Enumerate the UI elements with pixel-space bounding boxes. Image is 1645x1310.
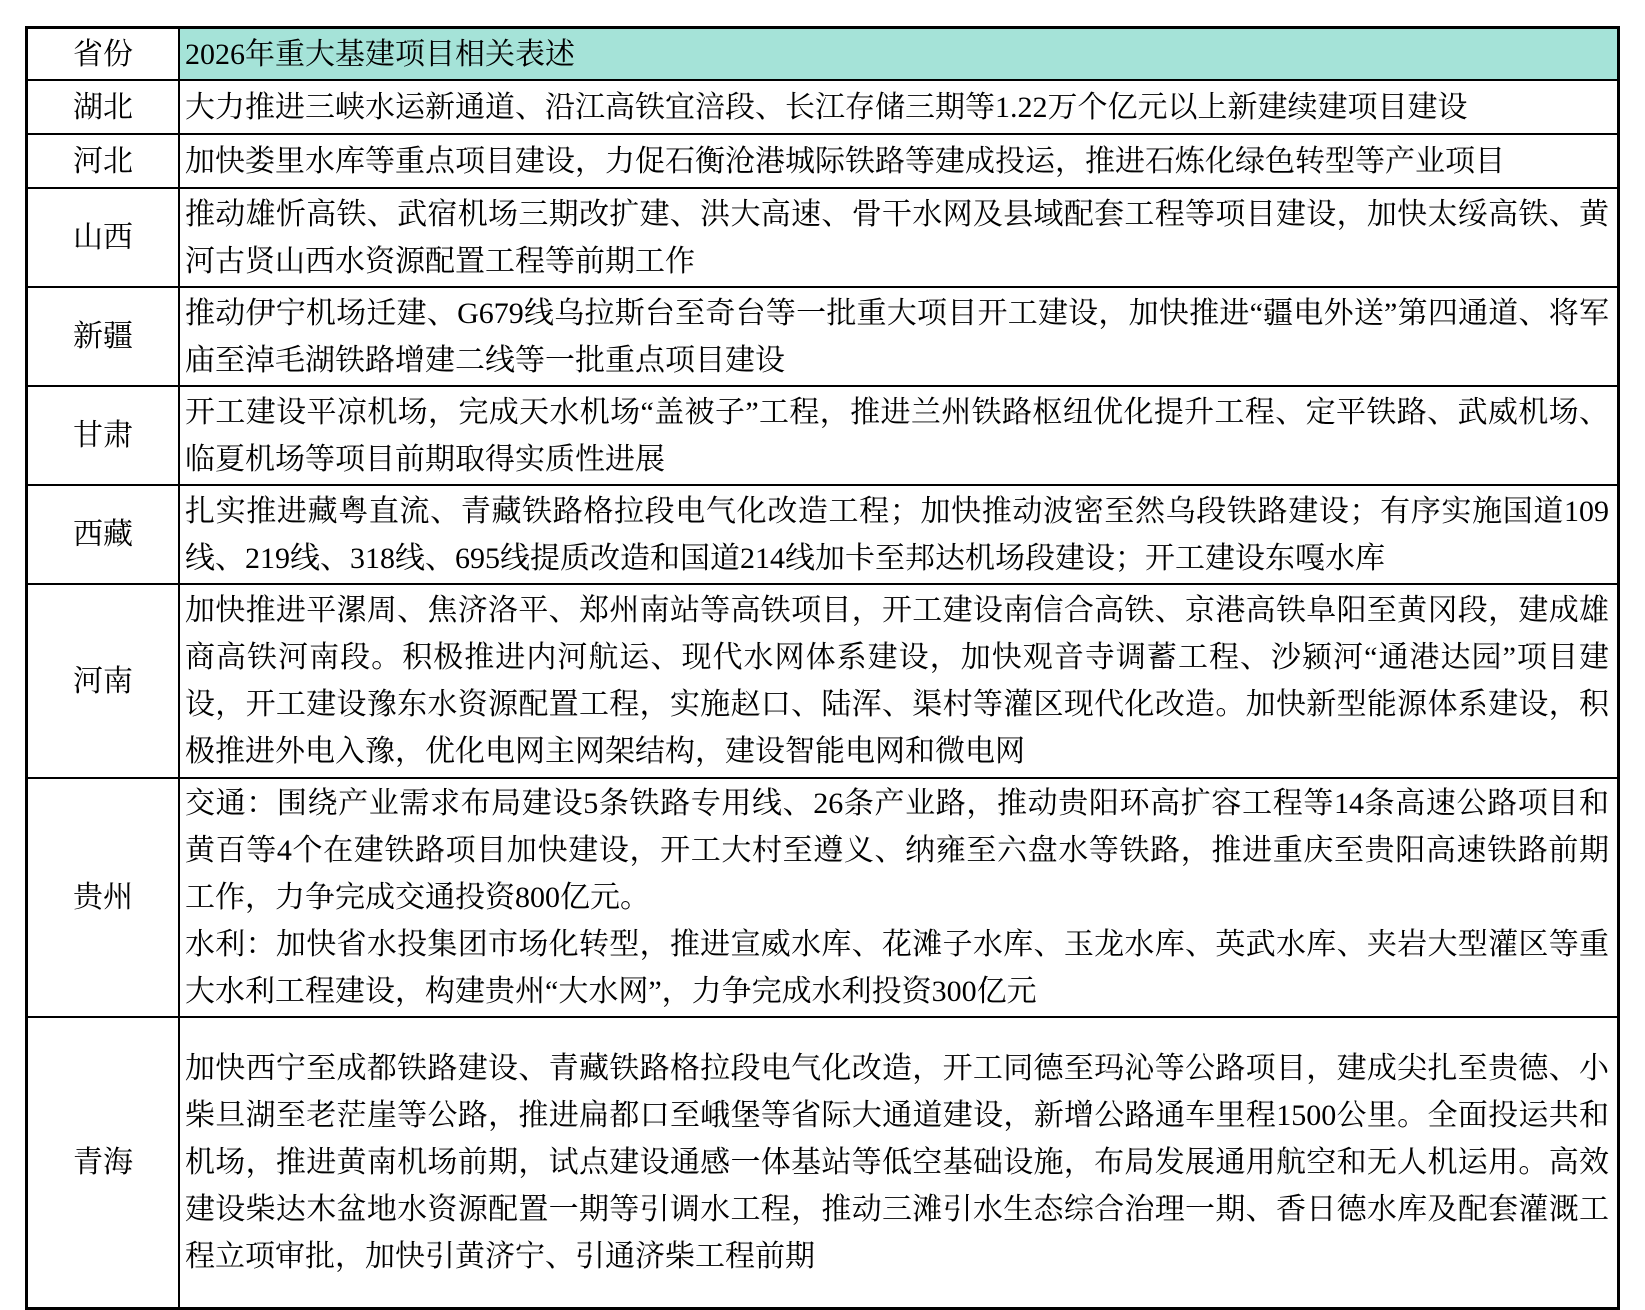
province-cell: 湖北: [27, 80, 180, 134]
province-cell: 河北: [27, 134, 180, 188]
description-cell: [179, 1017, 1619, 1309]
description-cell: [179, 80, 1619, 134]
description-cell: [179, 386, 1619, 485]
table-row: [27, 485, 1619, 584]
table-header-row: [27, 28, 1619, 81]
province-cell: 甘肃: [27, 386, 180, 485]
table-row: [27, 287, 1619, 386]
province-cell: 西藏: [27, 485, 180, 584]
province-cell: 青海: [27, 1017, 180, 1309]
header-description: 2026年重大基建项目相关表述: [179, 28, 1619, 81]
description-paragraph: 推动雄忻高铁、武宿机场三期改扩建、洪大高速、骨干水网及县域配套工程等项目建设，加快太绥高铁、黄河古贤山西水资源配置工程等前期工作: [185, 197, 1609, 278]
description-paragraph: 加快推进平漯周、焦济洛平、郑州南站等高铁项目，开工建设南信合高铁、京港高铁阜阳至黄冈段，建成雄商高铁河南段。积极推进内河航运、现代水网体系建设，加快观音寺调蓄工程、沙颍河“通港达园”项目建设，开工建设豫东水资源配置工程，实施赵口、陆浑、渠村等灌区现代化改造。加快新型能源体系建设，积极推进外电入豫，优化电网主网架结构，建设智能电网和微电网: [185, 594, 1609, 768]
table-row: [27, 134, 1619, 188]
description-paragraph-water: 水利：加快省水投集团市场化转型，推进宣威水库、花滩子水库、玉龙水库、英武水库、夹岩大型灌区等重大水利工程建设，构建贵州“大水网”，力争完成水利投资300亿元: [185, 928, 1609, 1008]
table-row: [27, 778, 1619, 1017]
province-cell: 贵州: [27, 778, 180, 1017]
description-cell: [179, 778, 1619, 1017]
description-cell: [179, 134, 1619, 188]
infrastructure-projects-table: [25, 26, 1620, 1310]
table-row: [27, 80, 1619, 134]
header-province: 省份: [27, 28, 180, 81]
description-cell: [179, 188, 1619, 287]
table-row: [27, 386, 1619, 485]
table-row: [27, 188, 1619, 287]
province-cell: 新疆: [27, 287, 180, 386]
description-paragraph: 加快娄里水库等重点项目建设，力促石衡沧港城际铁路等建成投运，推进石炼化绿色转型等产业项目: [185, 144, 1505, 178]
description-paragraph: 大力推进三峡水运新通道、沿江高铁宜涪段、长江存储三期等1.22万个亿元以上新建续建项目建设: [185, 90, 1468, 124]
description-cell: [179, 287, 1619, 386]
province-cell: 山西: [27, 188, 180, 287]
description-paragraph: 扎实推进藏粤直流、青藏铁路格拉段电气化改造工程；加快推动波密至然乌段铁路建设；有序实施国道109线、219线、318线、695线提质改造和国道214线加卡至邦达机场段建设；开工建设东嘎水库: [185, 494, 1609, 575]
table-row: [27, 1017, 1619, 1309]
description-paragraph: 开工建设平凉机场，完成天水机场“盖被子”工程，推进兰州铁路枢纽优化提升工程、定平铁路、武威机场、临夏机场等项目前期取得实质性进展: [185, 395, 1609, 476]
province-cell: 河南: [27, 584, 180, 778]
description-paragraph: 加快西宁至成都铁路建设、青藏铁路格拉段电气化改造，开工同德至玛沁等公路项目，建成尖扎至贵德、小柴旦湖至老茫崖等公路，推进扁都口至峨堡等省际大通道建设，新增公路通车里程1500公里。全面投运共和机场，推进黄南机场前期，试点建设通感一体基站等低空基础设施，布局发展通用航空和无人机运用。高效建设柴达木盆地水资源配置一期等引调水工程，推动三滩引水生态综合治理一期、香日德水库及配套灌溉工程立项审批，加快引黄济宁、引通济柴工程前期: [185, 1052, 1609, 1273]
table-row: [27, 584, 1619, 778]
description-cell: [179, 485, 1619, 584]
description-cell: [179, 584, 1619, 778]
description-paragraph: 推动伊宁机场迁建、G679线乌拉斯台至奇台等一批重大项目开工建设，加快推进“疆电外送”第四通道、将军庙至淖毛湖铁路增建二线等一批重点项目建设: [185, 296, 1609, 377]
description-paragraph-transport: 交通：围绕产业需求布局建设5条铁路专用线、26条产业路，推动贵阳环高扩容工程等14条高速公路项目和黄百等4个在建铁路项目加快建设，开工大村至遵义、纳雍至六盘水等铁路，推进重庆至贵阳高速铁路前期工作，力争完成交通投资800亿元。: [185, 787, 1609, 914]
